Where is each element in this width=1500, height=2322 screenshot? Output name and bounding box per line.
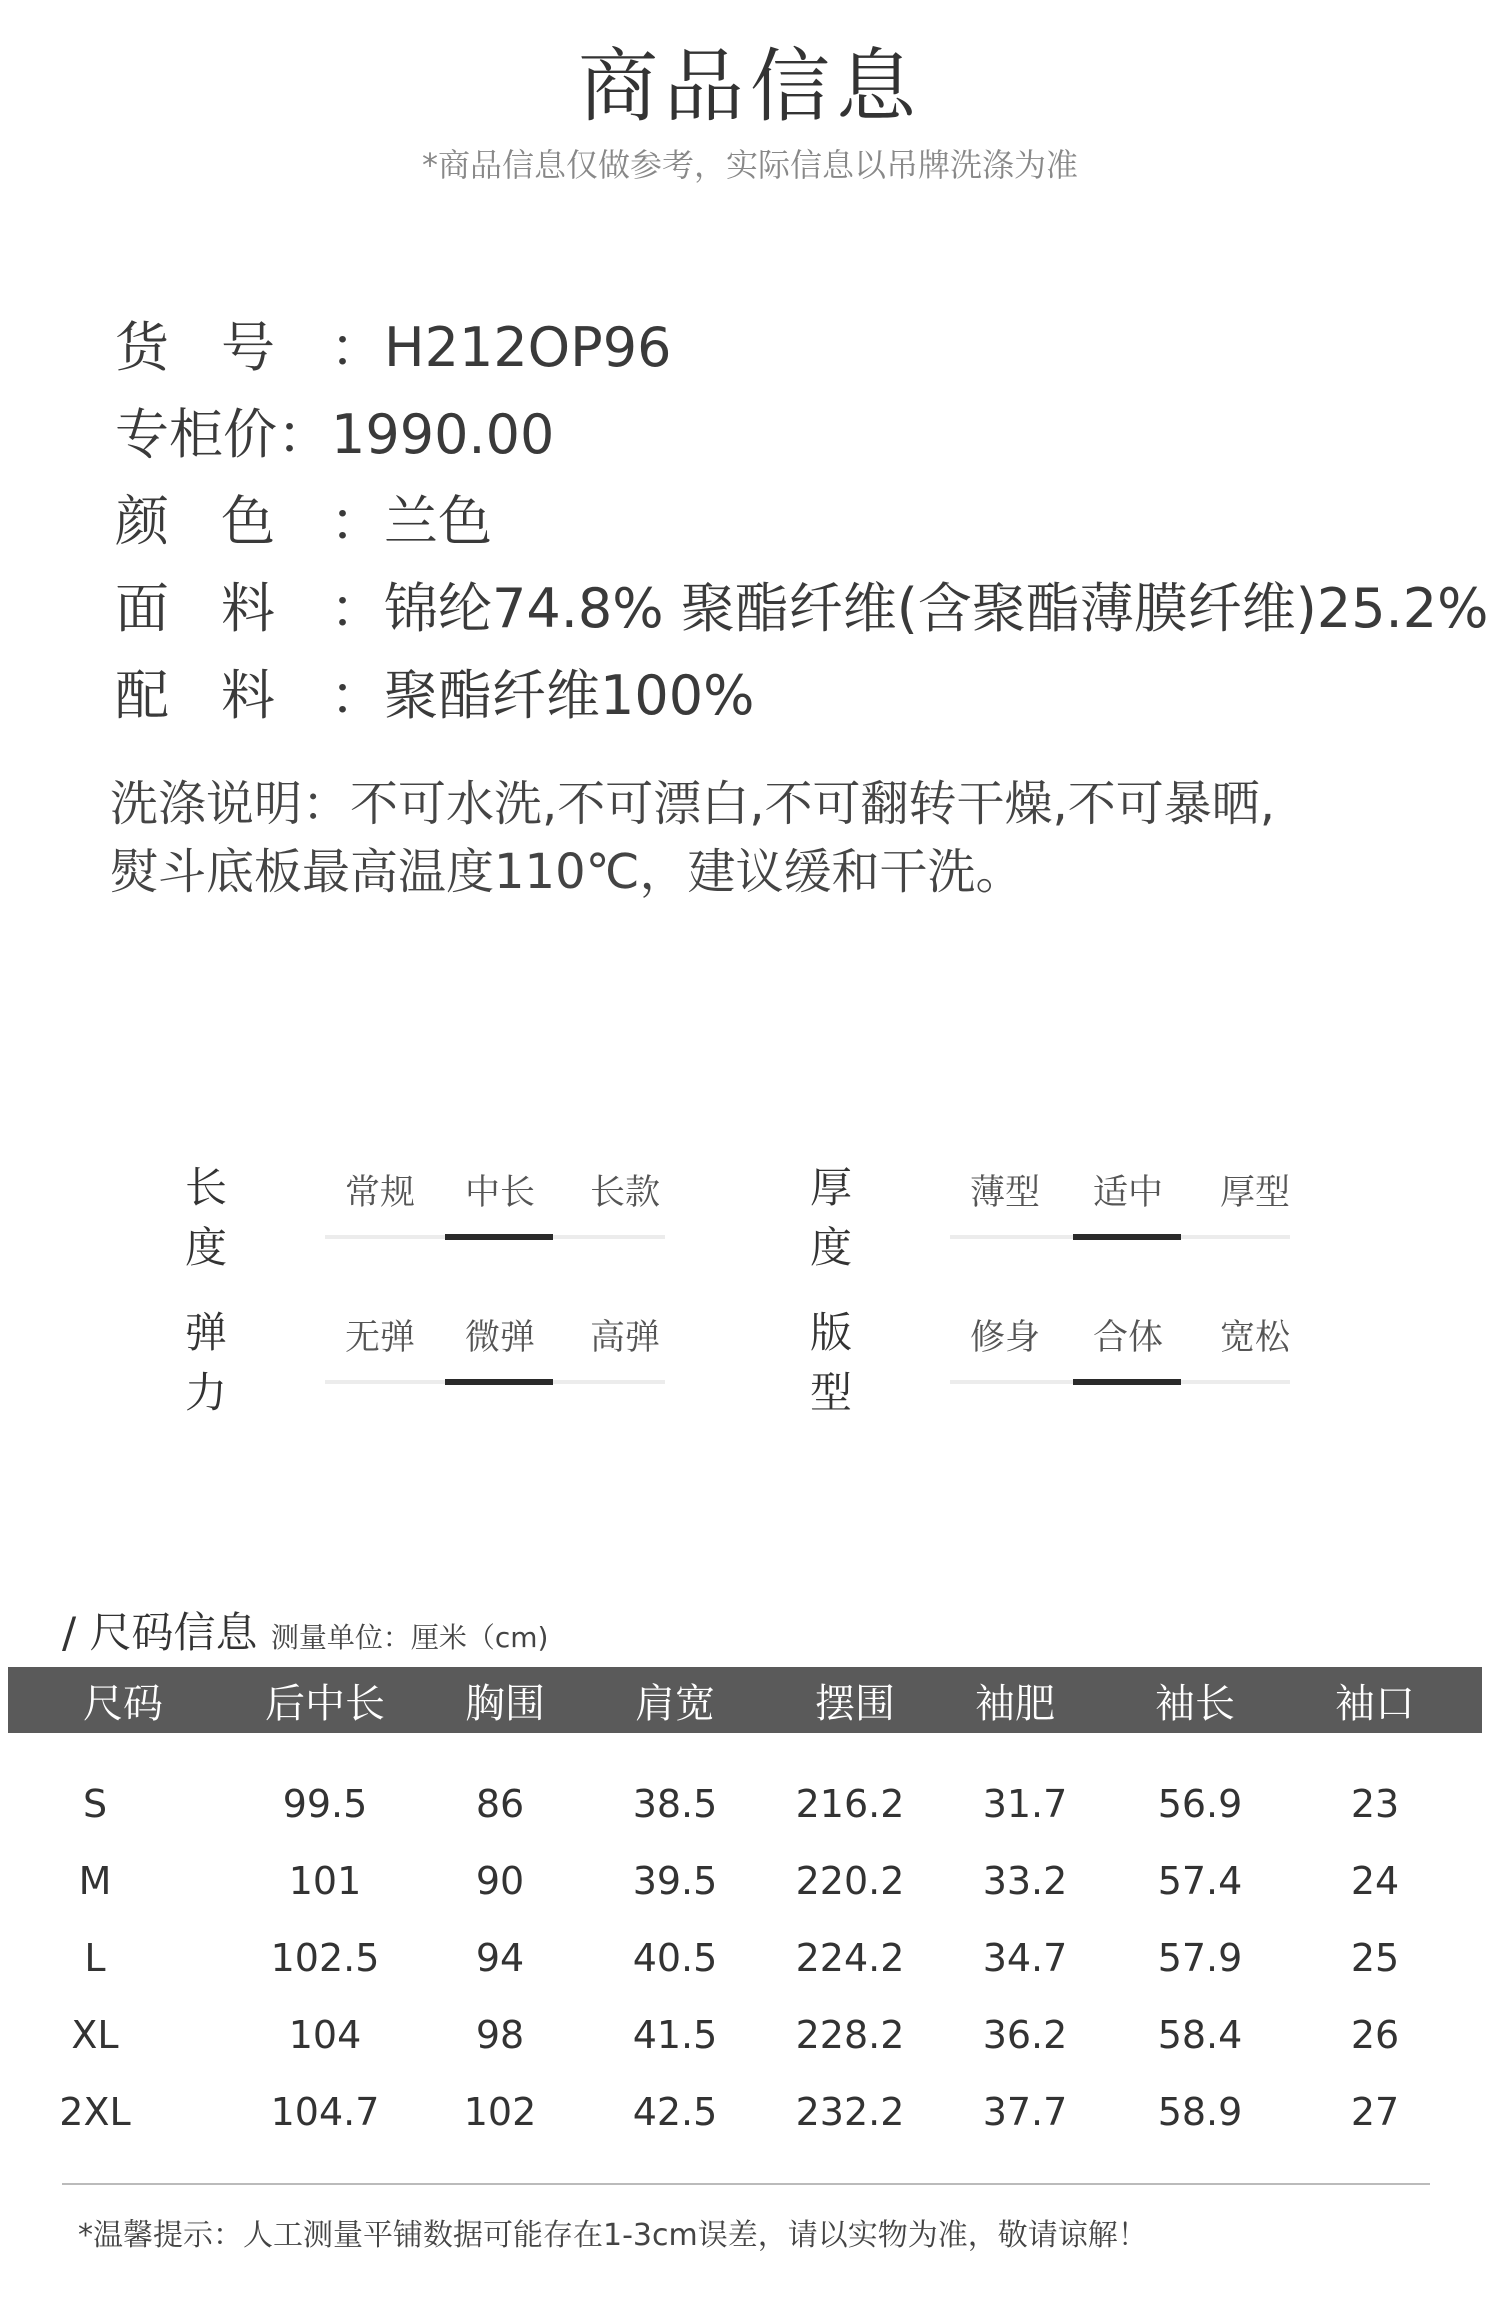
attribute-name: 厚度 xyxy=(810,1163,853,1272)
spec-row-lining xyxy=(115,653,754,730)
cell-back-length: 104.7 xyxy=(270,2090,380,2134)
col-header-sleeve-width: 袖肥 xyxy=(975,1681,1055,1727)
col-header-size: 尺码 xyxy=(83,1681,163,1727)
option-long[interactable]: 长款 xyxy=(589,1173,660,1213)
cell-chest: 86 xyxy=(475,1782,525,1826)
cell-shoulder: 42.5 xyxy=(632,2090,718,2134)
cell-sleeve-length: 58.4 xyxy=(1157,2013,1243,2057)
spec-label: 货号 xyxy=(115,316,327,379)
spec-value: H212OP96 xyxy=(384,316,672,379)
cell-sleeve-length: 57.9 xyxy=(1157,1936,1243,1980)
col-header-chest: 胸围 xyxy=(465,1681,545,1727)
selected-indicator xyxy=(445,1234,553,1240)
cell-sleeve-length: 57.4 xyxy=(1157,1859,1243,1903)
cell-cuff: 23 xyxy=(1350,1782,1400,1826)
option-regular[interactable]: 常规 xyxy=(344,1173,415,1213)
cell-shoulder: 39.5 xyxy=(632,1859,718,1903)
spec-value: 锦纶74.8% 聚酯纤维(含聚酯薄膜纤维)25.2% xyxy=(384,577,1489,640)
col-header-shoulder: 肩宽 xyxy=(635,1681,715,1727)
spec-row-item-number xyxy=(115,305,671,382)
cell-size: L xyxy=(84,1936,106,1980)
cell-size: M xyxy=(78,1859,112,1903)
selected-indicator xyxy=(1073,1379,1181,1385)
spec-separator: ： xyxy=(330,577,384,640)
cell-sleeve-width: 36.2 xyxy=(982,2013,1068,2057)
option-high-stretch[interactable]: 高弹 xyxy=(589,1318,660,1358)
cell-back-length: 101 xyxy=(288,1859,362,1903)
option-loose[interactable]: 宽松 xyxy=(1219,1318,1290,1358)
option-thick[interactable]: 厚型 xyxy=(1219,1173,1290,1213)
page-subtitle: *商品信息仅做参考，实际信息以吊牌洗涤为准 xyxy=(421,146,1078,184)
wash-line-1: 不可水洗,不可漂白,不可翻转干燥,不可暴晒, xyxy=(350,776,1276,832)
cell-shoulder: 41.5 xyxy=(632,2013,718,2057)
col-header-back-length: 后中长 xyxy=(265,1681,385,1727)
footer-divider xyxy=(62,2183,1430,2185)
attribute-name: 长度 xyxy=(185,1163,228,1272)
attribute-name: 弹力 xyxy=(185,1308,228,1417)
spec-label: 专柜价 xyxy=(115,403,277,466)
spec-value: 兰色 xyxy=(384,490,492,553)
spec-label: 配料 xyxy=(115,664,327,727)
spec-row-color xyxy=(115,479,492,556)
wash-label: 洗涤说明： xyxy=(110,776,351,832)
cell-back-length: 102.5 xyxy=(270,1936,380,1980)
cell-hem: 220.2 xyxy=(795,1859,905,1903)
cell-sleeve-length: 58.9 xyxy=(1157,2090,1243,2134)
wash-line-2: 熨斗底板最高温度110℃，建议缓和干洗。 xyxy=(110,844,1024,900)
spec-separator: ： xyxy=(277,403,331,466)
cell-chest: 90 xyxy=(475,1859,525,1903)
selected-indicator xyxy=(1073,1234,1181,1240)
option-slight-stretch[interactable]: 微弹 xyxy=(464,1318,535,1358)
cell-cuff: 27 xyxy=(1350,2090,1400,2134)
cell-hem: 216.2 xyxy=(795,1782,905,1826)
option-no-stretch[interactable]: 无弹 xyxy=(344,1318,415,1358)
cell-cuff: 25 xyxy=(1350,1936,1400,1980)
spec-row-fabric xyxy=(115,566,1488,643)
size-info-title xyxy=(62,1600,548,1660)
spec-value: 1990.00 xyxy=(331,403,555,466)
spec-separator: ： xyxy=(330,664,384,727)
cell-size: 2XL xyxy=(59,2090,131,2134)
spec-value: 聚酯纤维100% xyxy=(384,664,755,727)
cell-hem: 232.2 xyxy=(795,2090,905,2134)
measurement-unit: 测量单位：厘米（cm) xyxy=(270,1621,549,1654)
size-info-heading: / 尺码信息 xyxy=(62,1608,258,1657)
col-header-hem: 摆围 xyxy=(815,1681,895,1727)
cell-chest: 102 xyxy=(463,2090,537,2134)
cell-sleeve-width: 37.7 xyxy=(982,2090,1068,2134)
spec-label: 面料 xyxy=(115,577,327,640)
spec-row-price xyxy=(115,392,554,469)
option-regular-fit[interactable]: 合体 xyxy=(1092,1318,1163,1358)
col-header-sleeve-length: 袖长 xyxy=(1155,1681,1235,1727)
option-medium[interactable]: 适中 xyxy=(1092,1173,1163,1213)
cell-chest: 94 xyxy=(475,1936,525,1980)
option-mid-length[interactable]: 中长 xyxy=(464,1173,535,1213)
cell-hem: 228.2 xyxy=(795,2013,905,2057)
spec-label: 颜色 xyxy=(115,490,327,553)
attribute-name: 版型 xyxy=(810,1308,853,1417)
cell-sleeve-width: 34.7 xyxy=(982,1936,1068,1980)
cell-shoulder: 40.5 xyxy=(632,1936,718,1980)
spec-separator: ： xyxy=(330,490,384,553)
cell-sleeve-width: 33.2 xyxy=(982,1859,1068,1903)
cell-size: XL xyxy=(71,2013,119,2057)
cell-sleeve-width: 31.7 xyxy=(982,1782,1068,1826)
cell-shoulder: 38.5 xyxy=(632,1782,718,1826)
cell-back-length: 104 xyxy=(288,2013,362,2057)
wash-instructions xyxy=(110,770,1400,906)
cell-cuff: 24 xyxy=(1350,1859,1400,1903)
cell-size: S xyxy=(82,1782,108,1826)
page-title: 商品信息 xyxy=(578,40,922,133)
cell-hem: 224.2 xyxy=(795,1936,905,1980)
col-header-cuff: 袖口 xyxy=(1335,1681,1415,1727)
cell-back-length: 99.5 xyxy=(282,1782,368,1826)
option-slim[interactable]: 修身 xyxy=(969,1318,1040,1358)
cell-sleeve-length: 56.9 xyxy=(1157,1782,1243,1826)
option-thin[interactable]: 薄型 xyxy=(969,1173,1040,1213)
cell-cuff: 26 xyxy=(1350,2013,1400,2057)
cell-chest: 98 xyxy=(475,2013,525,2057)
footer-note: *温馨提示：人工测量平铺数据可能存在1-3cm误差，请以实物为准，敬请谅解！ xyxy=(78,2218,1148,2253)
spec-separator: ： xyxy=(330,316,384,379)
selected-indicator xyxy=(445,1379,553,1385)
